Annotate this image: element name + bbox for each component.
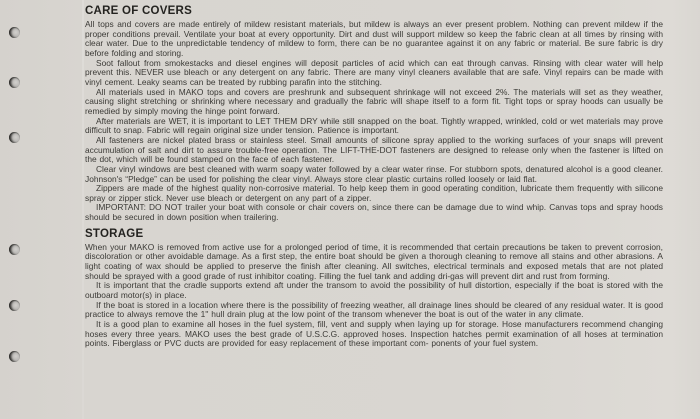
paragraph-important-trailering: IMPORTANT: DO NOT trailer your boat with console or chair covers on, since there can be damage due to wind whip. Canvas tops and spray hoods should be secured in down position when trailering.	[85, 202, 663, 223]
binder-hole	[9, 300, 20, 311]
text-block	[85, 5, 663, 349]
binder-hole	[9, 77, 20, 88]
paragraph-freezing-weather: If the boat is stored in a location where there is the possibility of freezing weather, all drainage lines should be cleared of any residual water. It is good practice to always remove the 1'' hull drain plug at the low point of the transom whenever the boat is out of the water in any climate.	[85, 299, 663, 320]
paragraph-zippers: Zippers are made of the highest quality non-corrosive material. To help keep them in good operating condition, lubricate them frequently with silicone spray or zipper stick. Never use bleach or detergent on any part of a zipper.	[85, 183, 663, 203]
paragraph-storage-precautions: When your MAKO is removed from active use for a prolonged period of time, it is recommended that certain precautions be taken to prevent corrosion, discoloration or other avoidable damage. As a first step, the entire boat should be given a thorough cleaning to remove all stains and other abrasions. A light coating of wax should be applied to preserve the finish after cleaning. All switches, electrical terminals and exposed metals that are not plated should be sprayed with a good grade of rust inhibitor coating. Filling the fuel tank and adding dri-gas will prevent dirt and rust from forming.	[85, 241, 663, 281]
paragraph-cradle-supports: It is important that the cradle supports extend aft under the transom to avoid the possibility of hull distortion, especially if the boat is stored with the outboard motor(s) in place.	[85, 280, 663, 301]
paragraph-vinyl-windows: Clear vinyl windows are best cleaned with warm soapy water followed by a clear water rinse. For stubborn spots, denatured alcohol is a good cleaner. Johnson's “Pledge” can be used for polishing the clear vinyl. Always store clear plastic curtains rolled loosely or laid flat.	[85, 163, 663, 184]
binder-hole	[9, 244, 20, 255]
binder-hole	[9, 351, 20, 362]
page-crease	[82, 0, 84, 419]
paragraph-soot-fallout: Soot fallout from smokestacks and diesel engines will deposit particles of acid which can eat through canvas. Rinsing with clear water will help prevent this. NEVER use bleach or any detergent on any fabric. There are many vinyl cleaners available that are safe. Vinyl repairs can be made with vinyl cement. Leaky seams can be treated by rubbing parafin into the stitching.	[85, 57, 663, 87]
paragraph-fasteners: All fasteners are nickel plated brass or stainless steel. Small amounts of silicone spray applied to the working surfaces of your snaps will prevent accumulation of salt and dirt to assure trouble-free operation. The LIFT-THE-DOT fasteners are designed to release only when the fastener is lifted on the dot, which will be found stamped on the face of each fastener.	[85, 134, 663, 165]
paragraph-mildew: All tops and covers are made entirely of mildew resistant materials, but mildew is always an ever present problem. Nothing can prevent mildew if the proper conditions prevail. Ventilate your boat at every opportunity. Dirt and dust will support mildew so keep the fabric clean at all times by rinsing with clear water. Due to the unpredictable tendency of mildew to form, there can be no guarantee against it on any fabric or material. Be sure fabric is dry before folding and storing.	[85, 19, 663, 58]
binder-hole	[9, 132, 20, 143]
section-heading-storage: STORAGE	[85, 227, 144, 240]
binder-hole	[9, 27, 20, 38]
section-heading-care-of-covers: CARE OF COVERS	[85, 5, 193, 17]
paragraph-preshrunk: All materials used in MAKO tops and covers are preshrunk and subsequent shrinkage will not exceed 2%. The materials will set as they weather, causing slight stretching or shrinking where necessary and gradually the fabric will shape itself to a form fit. Tight tops or spray hoods can usually be remedied by simply moving the hinge point forward.	[85, 86, 663, 116]
paragraph-fuel-hoses: It is a good plan to examine all hoses in the fuel system, fill, vent and supply when laying up for storage. Hose manufacturers recommend changing hoses every three years. MAKO uses the best grade of U.S.C.G. approved hoses. Inspection hatches permit examination of all hoses at termination points. Fiberglass or PVC ducts are provided for easy replacement of these important com- ponents of your fuel system.	[85, 319, 663, 349]
paragraph-wet-materials: After materials are WET, it is important to LET THEM DRY while still snapped on the boat. Tightly wrapped, wrinkled, cold or wet materials may prove difficult to snap. Fabric will regain original size under tension. Patience is important.	[85, 115, 663, 136]
